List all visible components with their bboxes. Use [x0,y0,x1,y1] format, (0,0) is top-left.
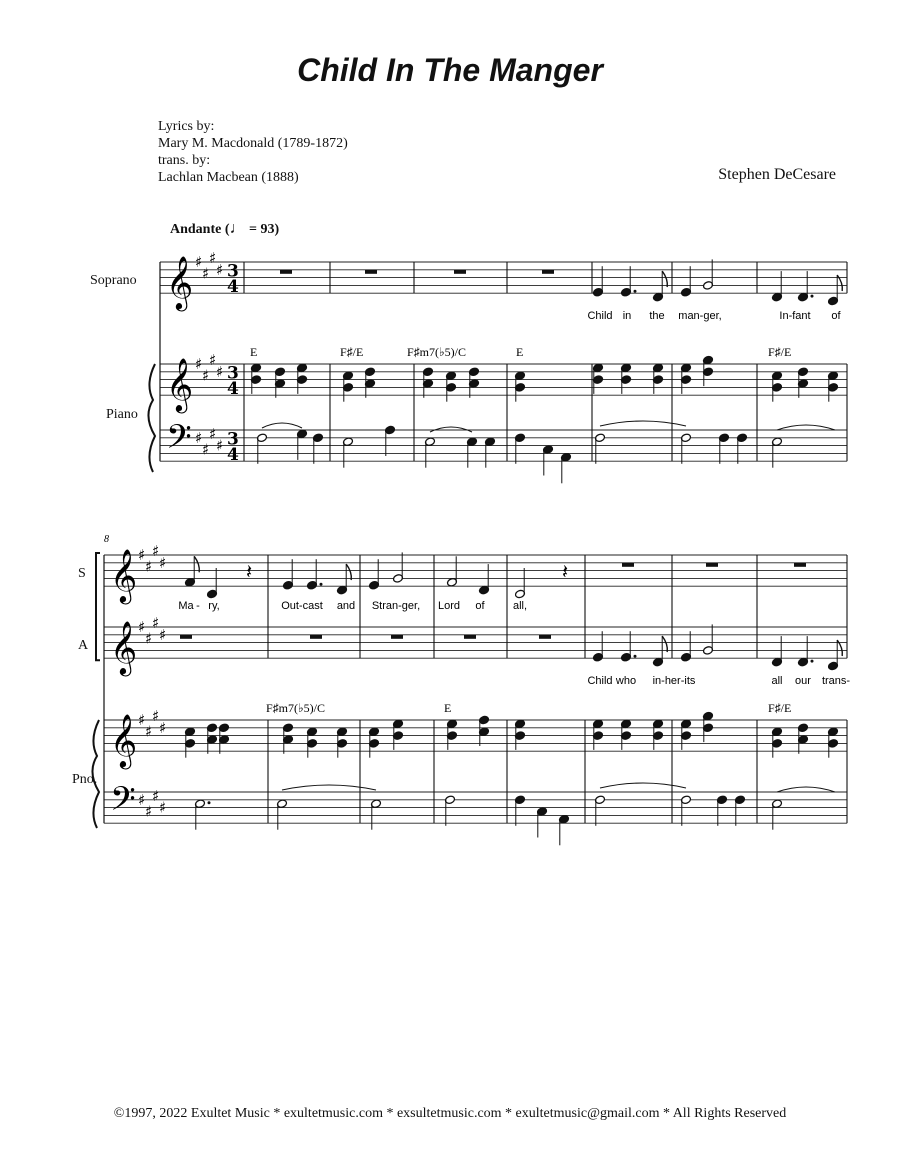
sharp-icon: ♯ [152,707,160,726]
measure-number: 8 [104,534,109,545]
sharp-icon: ♯ [138,618,146,636]
score-title: Child In The Manger [297,52,603,88]
chord-symbol: E [444,701,452,715]
whole-rest [464,635,476,639]
time-signature-bottom: 4 [227,379,239,400]
lyric-syllable: and [336,600,356,612]
lyric-syllable: Lord [437,600,461,612]
chord-symbols [250,345,791,715]
lyric-syllable: - [196,600,200,612]
chord-symbol: F♯/E [768,701,792,715]
tempo-marking: Andante (♩ = 93) [170,220,280,237]
sharp-icon: ♯ [209,351,217,370]
sharp-icon: ♯ [202,264,210,283]
time-signature-top: 3 [227,429,239,450]
quarter-rest: 𝄽 [562,559,569,584]
note-dot [208,801,211,804]
lyric-syllable: in-her-its [652,675,696,687]
sharp-icon: ♯ [159,718,167,737]
treble-clef-icon: 𝄞 [166,357,194,412]
piano-brace [148,364,155,472]
lyric-syllable: Out-cast [281,600,323,612]
chord-symbol: F♯m7(♭5)/C [266,701,325,715]
tie [600,783,686,788]
lyric-syllable: Ma [178,600,194,612]
tie [430,427,472,432]
time-signature-bottom: 4 [227,445,239,466]
sharp-icon: ♯ [195,428,203,447]
lyric-syllable: in [622,310,632,322]
sharp-icon: ♯ [195,253,203,271]
sharp-icon: ♯ [216,362,224,381]
whole-rest [539,635,551,639]
bass-clef-icon: 𝄢 [166,418,192,465]
quarter-rest: 𝄽 [246,559,253,584]
whole-rest [280,270,292,274]
lyric-syllable: Child [587,310,613,322]
sharp-icon: ♯ [152,542,160,561]
lyric-syllable: man-ger, [678,310,722,322]
sharp-icon: ♯ [202,366,210,385]
sharp-icon: ♯ [152,614,160,633]
whole-rest [310,635,322,639]
chord-symbol: F♯m7(♭5)/C [407,345,466,359]
lyric-syllable: of [831,310,841,322]
lyrics-label: Lyrics by: [158,119,215,134]
copyright-footer: ©1997, 2022 Exultet Music * exultetmusic.com * exsultetmusic.com * exultetmusic@gmail.com * All Rights Reserved [113,1106,787,1121]
note-dot [320,583,323,586]
sharp-icon: ♯ [152,786,160,805]
whole-rests [180,270,806,639]
lyric-syllable: the [649,310,665,322]
time-signature-top: 3 [227,363,239,384]
lyric-syllable: all, [512,600,528,612]
tie [777,425,835,430]
tie [600,421,686,426]
whole-rest [794,563,806,567]
lyric-syllable: of [475,600,485,612]
key-signatures [138,249,223,820]
instrument-label-s: S [78,566,86,581]
sharp-icon: ♯ [216,436,224,455]
sharp-icon: ♯ [138,711,146,729]
choir-bracket [96,553,100,660]
lyric-syllable: who [615,675,637,687]
instrument-label-pno: Pno. [72,772,98,787]
whole-rest [391,635,403,639]
whole-rest [454,270,466,274]
sharp-icon: ♯ [209,249,217,268]
bass-clef-icon: 𝄢 [110,780,136,827]
sharp-icon: ♯ [145,802,153,821]
lyric-syllable: In-fant [779,310,811,322]
chord-symbol: F♯/E [768,345,792,359]
sharp-icon: ♯ [216,260,224,279]
translator-name: Lachlan Macbean (1888) [158,170,299,185]
treble-clef-icon: 𝄞 [110,620,138,675]
sharp-icon: ♯ [159,625,167,644]
whole-rest [542,270,554,274]
composer-name: Stephen DeCesare [718,166,836,183]
note-dot [811,295,814,298]
instrument-label-piano: Piano [106,407,138,422]
whole-rest [706,563,718,567]
chord-symbol: F♯/E [340,345,364,359]
lyricist-name: Mary M. Macdonald (1789-1872) [158,136,348,151]
sharp-icon: ♯ [145,722,153,741]
tie [282,785,376,790]
sharp-icon: ♯ [145,629,153,648]
time-signature-bottom: 4 [227,277,239,298]
note-dot [634,290,637,293]
sharp-icon: ♯ [145,557,153,576]
sharp-icon: ♯ [195,355,203,373]
whole-rest [365,270,377,274]
sharp-icon: ♯ [202,440,210,459]
tie [262,423,302,428]
instrument-label-a: A [78,638,89,653]
lyric-syllable: trans- [821,675,851,687]
chord-symbol: E [250,345,258,359]
note-flag [194,556,199,572]
sharp-icon: ♯ [138,790,146,809]
tempo-word: Andante [170,222,222,237]
lyric-syllable: Stran-ger, [371,600,421,612]
tie [777,787,835,792]
lyric-syllable: all [771,675,783,687]
whole-rest [622,563,634,567]
treble-clef-icon: 𝄞 [110,548,138,603]
sharp-icon: ♯ [138,546,146,564]
notes [185,259,843,845]
treble-clef-icon: 𝄞 [110,713,138,768]
clefs [110,255,193,826]
sharp-icon: ♯ [209,424,217,443]
whole-rest [180,635,192,639]
note-flag [662,636,667,652]
lyrics [178,310,850,687]
sharp-icon: ♯ [159,798,167,817]
lyric-syllable: ry, [208,600,220,612]
piano-brace-2 [92,720,99,828]
chord-symbol: E [516,345,524,359]
treble-clef-icon: 𝄞 [166,255,194,310]
note-flag [662,271,667,287]
quarter-note-icon: ♩ [229,220,246,237]
note-dot [811,660,814,663]
tempo-bpm: = 93 [249,222,275,237]
time-signature-top: 3 [227,261,239,282]
lyric-syllable: Child [587,675,613,687]
time-signatures [227,262,239,466]
note-dot [634,655,637,658]
instrument-label-soprano: Soprano [90,273,137,288]
lyric-syllable: our [795,675,811,687]
translator-label: trans. by: [158,153,211,168]
sharp-icon: ♯ [159,553,167,572]
note-flag [346,564,351,580]
